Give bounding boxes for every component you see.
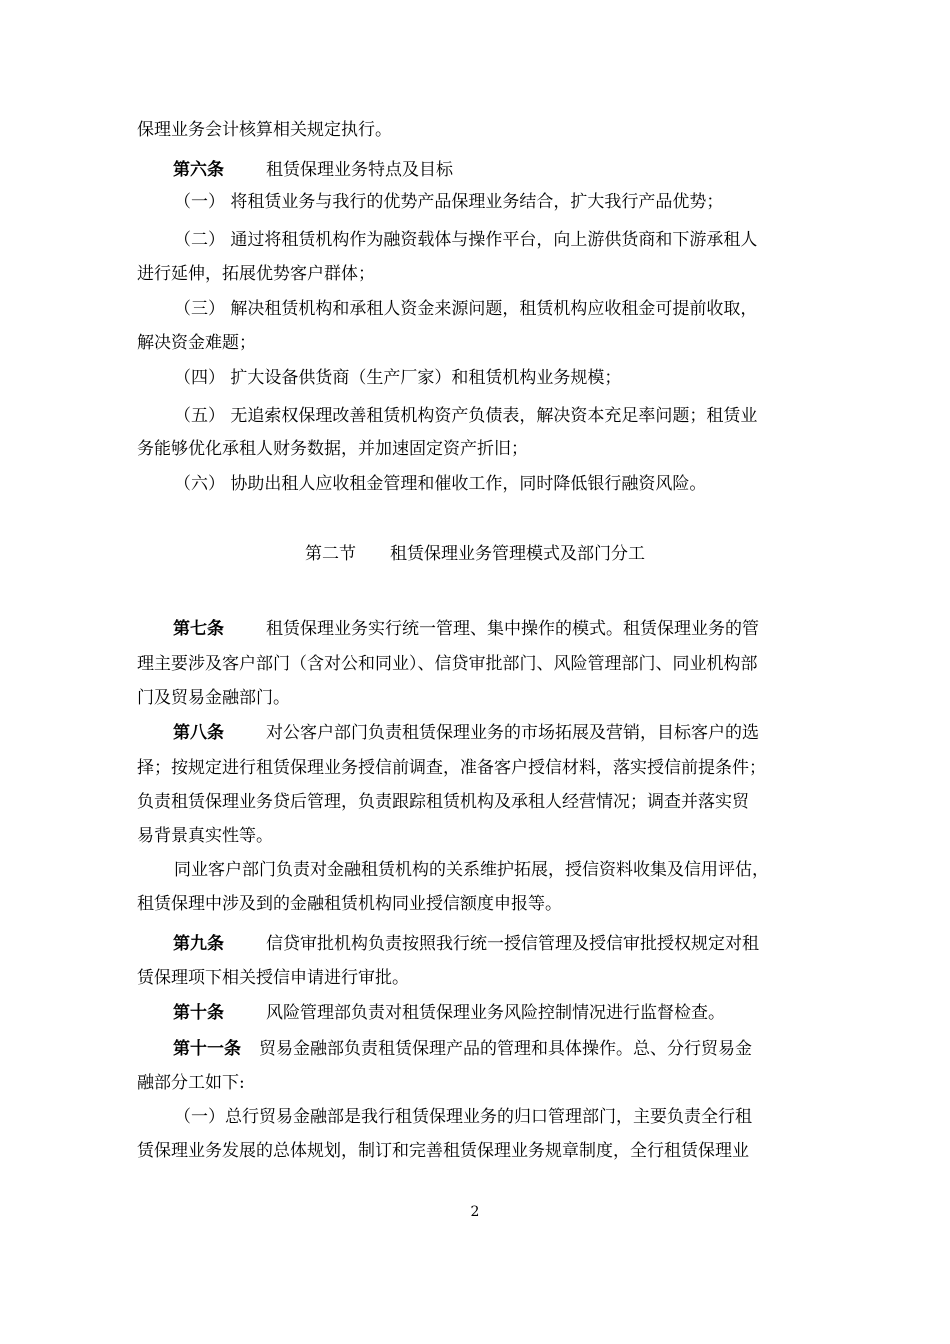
- article-6-label: 第六条: [173, 160, 224, 180]
- paragraph-line: 理主要涉及客户部门（含对公和同业）、信贷审批部门、风险管理部门、同业机构部: [137, 654, 758, 674]
- list-item-1: （一） 将租赁业务与我行的优势产品保理业务结合，扩大我行产品优势；: [174, 192, 724, 212]
- article-10-label: 第十条: [173, 1003, 224, 1023]
- list-item-3: （三） 解决租赁机构和承租人资金来源问题，租赁机构应收租金可提前收取，: [174, 299, 758, 319]
- article-9-text: 信贷审批机构负责按照我行统一授信管理及授信审批授权规定对租: [266, 934, 759, 954]
- list-item-6: （六） 协助出租人应收租金管理和催收工作，同时降低银行融资风险。: [174, 474, 707, 494]
- paragraph-line: 解决资金难题；: [137, 333, 256, 353]
- paragraph-line: 进行延伸，拓展优势客户群体；: [137, 264, 375, 284]
- article-9-label: 第九条: [173, 934, 224, 954]
- list-item-2: （二） 通过将租赁机构作为融资载体与操作平台，向上游供货商和下游承租人: [174, 230, 758, 250]
- article-6: [173, 158, 453, 182]
- page-number: 2: [470, 1204, 480, 1220]
- paragraph-line: 租赁保理中涉及到的金融租赁机构同业授信额度申报等。: [137, 894, 562, 914]
- article-7-label: 第七条: [173, 619, 224, 639]
- paragraph-line: 赁保理业务发展的总体规划，制订和完善租赁保理业务规章制度，全行租赁保理业: [137, 1141, 749, 1161]
- article-8-label: 第八条: [173, 723, 224, 743]
- paragraph-line: 务能够优化承租人财务数据，并加速固定资产折旧；: [137, 439, 528, 459]
- article-11-label: 第十一条: [173, 1039, 241, 1059]
- paragraph-line: 同业客户部门负责对金融租赁机构的关系维护拓展，授信资料收集及信用评估，: [174, 860, 769, 880]
- article-8-text: 对公客户部门负责租赁保理业务的市场拓展及营销，目标客户的选: [266, 723, 759, 743]
- paragraph-line: 融部分工如下:: [137, 1073, 245, 1093]
- paragraph-line: 负责租赁保理业务贷后管理，负责跟踪租赁机构及承租人经营情况；调查并落实贸: [137, 792, 749, 812]
- article-6-title: 租赁保理业务特点及目标: [266, 160, 453, 180]
- article-11-text: 贸易金融部负责租赁保理产品的管理和具体操作。总、分行贸易金: [259, 1039, 752, 1059]
- article-7: [173, 617, 759, 641]
- paragraph-line: 保理业务会计核算相关规定执行。: [137, 120, 392, 140]
- list-item-5: （五） 无追索权保理改善租赁机构资产负债表，解决资本充足率问题；租赁业: [174, 406, 758, 426]
- article-7-text: 租赁保理业务实行统一管理、集中操作的模式。租赁保理业务的管: [266, 619, 759, 639]
- section-heading: 第二节 租赁保理业务管理模式及部门分工: [305, 544, 645, 564]
- article-9: [173, 932, 759, 956]
- paragraph-line: 门及贸易金融部门。: [137, 688, 290, 708]
- paragraph-line: 择；按规定进行租赁保理业务授信前调查，准备客户授信材料，落实授信前提条件；: [137, 758, 766, 778]
- paragraph-line: 赁保理项下相关授信申请进行审批。: [137, 968, 409, 988]
- list-item-4: （四） 扩大设备供货商（生产厂家）和租赁机构业务规模；: [174, 368, 622, 388]
- article-11: [173, 1037, 752, 1061]
- article-10: [173, 1001, 725, 1025]
- article-8: [173, 721, 759, 745]
- article-10-text: 风险管理部负责对租赁保理业务风险控制情况进行监督检查。: [266, 1003, 725, 1023]
- paragraph-line: （一）总行贸易金融部是我行租赁保理业务的归口管理部门，主要负责全行租: [174, 1107, 752, 1127]
- paragraph-line: 易背景真实性等。: [137, 826, 273, 846]
